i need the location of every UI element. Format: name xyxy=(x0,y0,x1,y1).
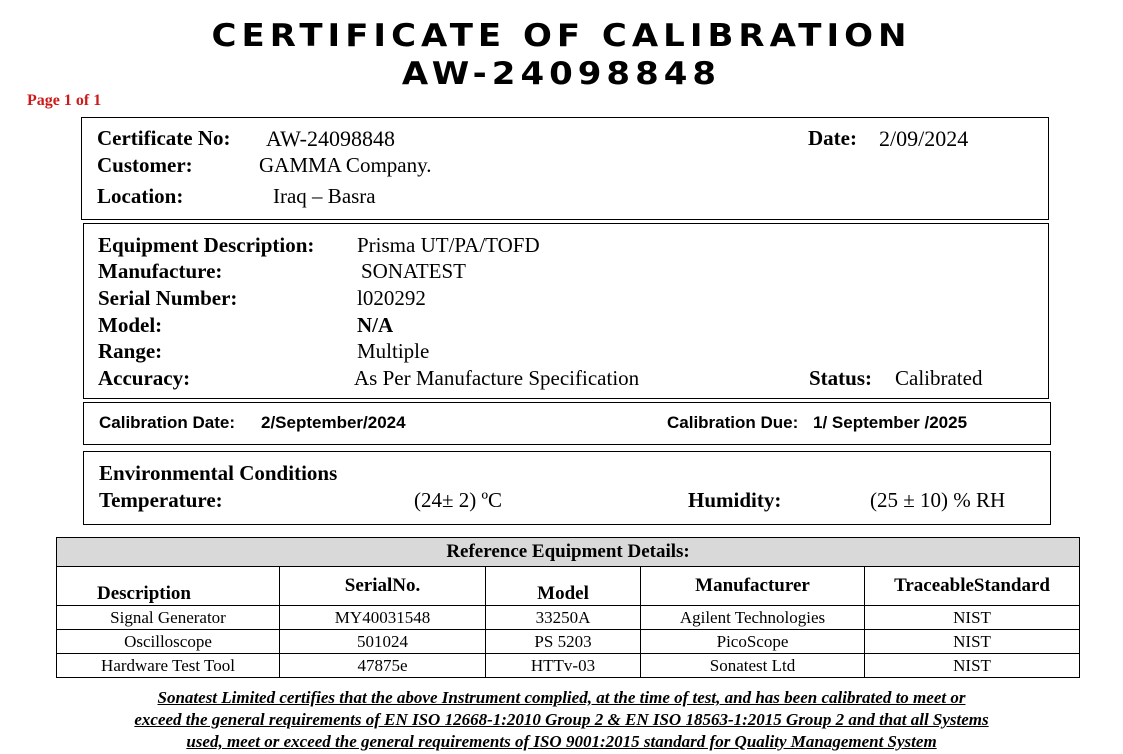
status-value: Calibrated xyxy=(895,366,983,390)
table-cell: Oscilloscope xyxy=(57,630,280,654)
table-cell: Agilent Technologies xyxy=(641,606,865,630)
table-cell: Signal Generator xyxy=(57,606,280,630)
status-label: Status: xyxy=(809,366,873,390)
page-indicator: Page 1 of 1 xyxy=(27,92,102,109)
table-row xyxy=(57,654,1080,678)
model-value: N/A xyxy=(357,313,394,337)
humidity-value: (25 ± 10) % RH xyxy=(870,488,1006,512)
customer-value: GAMMA Company. xyxy=(259,153,432,177)
date-value: 2/09/2024 xyxy=(879,126,969,151)
calibration-date-label: Calibration Date: xyxy=(99,413,236,432)
certificate-number-label: Certificate No: xyxy=(97,126,231,150)
temperature-value: (24± 2) ºC xyxy=(414,488,503,512)
table-cell: HTTv-03 xyxy=(486,654,641,678)
certificate-title: CERTIFICATE OF CALIBRATION xyxy=(211,17,912,55)
calibration-due-label: Calibration Due: xyxy=(667,413,799,432)
table-cell: Hardware Test Tool xyxy=(57,654,280,678)
model-label: Model: xyxy=(98,313,163,337)
reference-table-caption: Reference Equipment Details: xyxy=(57,538,1080,567)
certification-statement-line3: used, meet or exceed the general requirements of ISO 9001:2015 standard for Quality Management System xyxy=(186,732,937,751)
table-cell: NIST xyxy=(865,630,1080,654)
serial-number-label: Serial Number: xyxy=(98,286,238,310)
range-value: Multiple xyxy=(357,339,430,363)
table-cell: NIST xyxy=(865,606,1080,630)
table-row xyxy=(57,606,1080,630)
customer-label: Customer: xyxy=(97,153,193,177)
manufacture-value: SONATEST xyxy=(361,259,467,283)
equipment-description-label: Equipment Description: xyxy=(98,233,315,257)
certificate-title-number: AW-24098848 xyxy=(401,55,722,93)
certification-statement-line2: exceed the general requirements of EN ISO 12668-1:2010 Group 2 & EN ISO 18563-1:2015 Group 2 and that all Systems xyxy=(134,710,989,729)
reference-equipment-table xyxy=(56,537,1080,678)
location-value: Iraq – Basra xyxy=(273,184,376,208)
table-cell: 47875e xyxy=(280,654,486,678)
serial-number-value: l020292 xyxy=(357,286,426,310)
calibration-date-value: 2/September/2024 xyxy=(261,413,406,432)
equipment-description-value: Prisma UT/PA/TOFD xyxy=(357,233,540,257)
location-label: Location: xyxy=(97,184,184,208)
temperature-label: Temperature: xyxy=(99,488,223,512)
range-label: Range: xyxy=(98,339,163,363)
date-label: Date: xyxy=(808,126,857,150)
table-cell: Sonatest Ltd xyxy=(641,654,865,678)
calibration-due-value: 1/ September /2025 xyxy=(813,413,968,432)
column-header-traceable-standard: TraceableStandard xyxy=(865,567,1080,606)
environment-heading: Environmental Conditions xyxy=(99,461,338,485)
accuracy-value: As Per Manufacture Specification xyxy=(354,366,640,390)
table-cell: NIST xyxy=(865,654,1080,678)
column-header-model: Model xyxy=(486,567,641,606)
table-cell: PS 5203 xyxy=(486,630,641,654)
table-row xyxy=(57,630,1080,654)
accuracy-label: Accuracy: xyxy=(98,366,191,390)
column-header-manufacturer: Manufacturer xyxy=(641,567,865,606)
table-cell: 501024 xyxy=(280,630,486,654)
column-header-serial: SerialNo. xyxy=(280,567,486,606)
table-cell: 33250A xyxy=(486,606,641,630)
table-cell: PicoScope xyxy=(641,630,865,654)
table-cell: MY40031548 xyxy=(280,606,486,630)
certification-statement-line1: Sonatest Limited certifies that the above Instrument complied, at the time of test, and has been calibrated to meet or xyxy=(157,688,966,707)
manufacture-label: Manufacture: xyxy=(98,259,223,283)
humidity-label: Humidity: xyxy=(688,488,782,512)
column-header-description: Description xyxy=(57,567,280,606)
certificate-number-value: AW-24098848 xyxy=(266,126,396,151)
